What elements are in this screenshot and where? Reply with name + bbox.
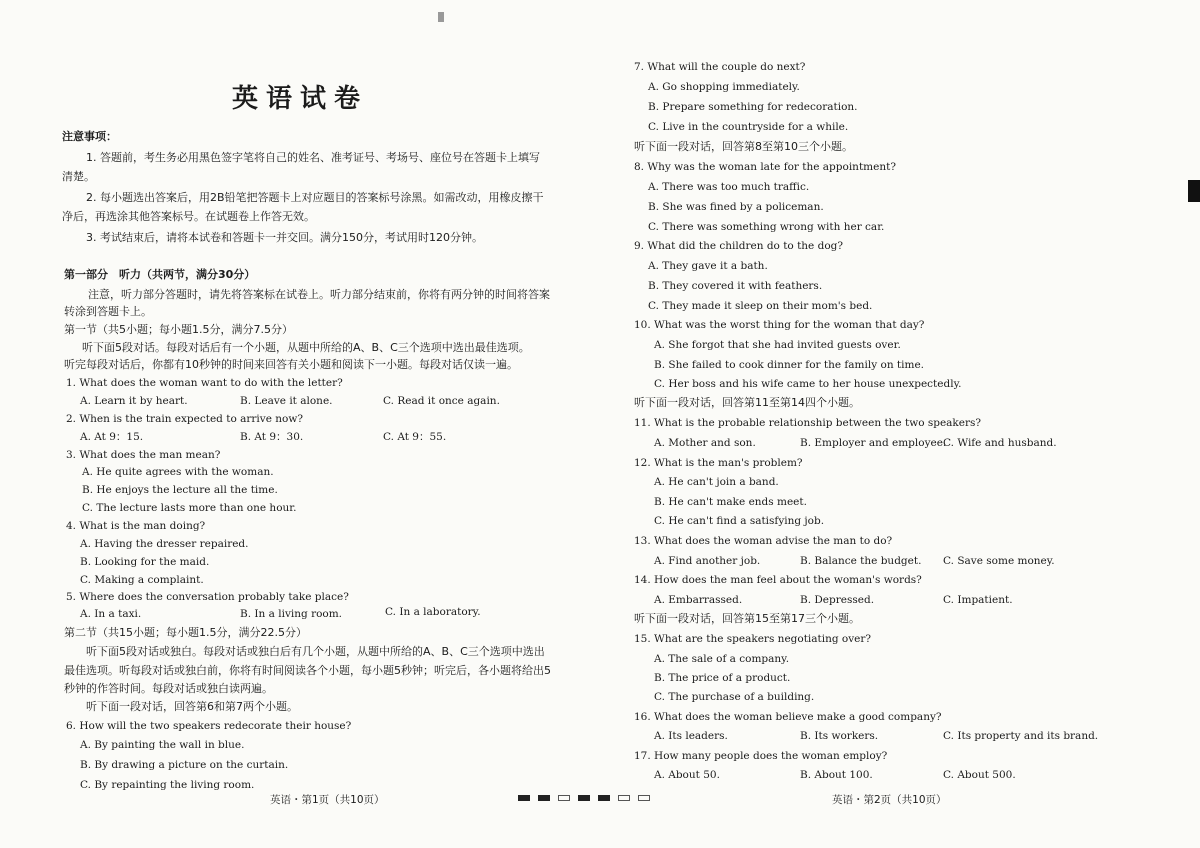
option: B. Its workers. bbox=[800, 730, 879, 742]
dialog-hint: 听下面一段对话，回答第15至第17三个小题。 bbox=[634, 612, 860, 625]
option: C. There was something wrong with her car. bbox=[648, 221, 885, 233]
question: 3. What does the man mean? bbox=[66, 449, 221, 461]
option: A. There was too much traffic. bbox=[648, 181, 810, 193]
option: B. They covered it with feathers. bbox=[648, 280, 823, 292]
option: C. Read it once again. bbox=[383, 395, 500, 407]
part1-intro: 转涂到答题卡上。 bbox=[64, 305, 152, 318]
option: A. Embarrassed. bbox=[654, 594, 743, 606]
option: A. In a taxi. bbox=[80, 608, 142, 620]
question: 14. How does the man feel about the woman's words? bbox=[634, 574, 922, 586]
section2-intro: 听下面5段对话或独白。每段对话或独白后有几个小题，从题中所给的A、B、C三个选项中选出 bbox=[86, 645, 545, 658]
section2-intro: 秒钟的作答时间。每段对话或独白读两遍。 bbox=[64, 682, 273, 695]
option: A. Go shopping immediately. bbox=[648, 81, 800, 93]
marker-filled bbox=[538, 795, 550, 801]
option: A. He can't join a band. bbox=[654, 476, 779, 488]
marker-hollow bbox=[558, 795, 570, 801]
question: 9. What did the children do to the dog? bbox=[634, 240, 844, 252]
option: A. Its leaders. bbox=[654, 730, 728, 742]
section2-heading: 第二节（共15小题；每小题1.5分，满分22.5分） bbox=[64, 626, 307, 639]
question: 6. How will the two speakers redecorate their house? bbox=[66, 720, 352, 732]
question: 12. What is the man's problem? bbox=[634, 457, 803, 469]
option: B. Employer and employee. bbox=[800, 437, 947, 449]
option: C. About 500. bbox=[943, 769, 1016, 781]
option: A. Learn it by heart. bbox=[80, 395, 188, 407]
right-page bbox=[600, 0, 1200, 848]
marker-filled bbox=[578, 795, 590, 801]
dialog-hint: 听下面一段对话，回答第8至第10三个小题。 bbox=[634, 140, 853, 153]
option: B. Looking for the maid. bbox=[80, 556, 210, 568]
option: A. Having the dresser repaired. bbox=[80, 538, 249, 550]
option: C. Wife and husband. bbox=[943, 437, 1057, 449]
option: B. The price of a product. bbox=[654, 672, 791, 684]
question: 2. When is the train expected to arrive now? bbox=[66, 413, 303, 425]
option: A. They gave it a bath. bbox=[648, 260, 768, 272]
question: 1. What does the woman want to do with the letter? bbox=[66, 377, 343, 389]
option: B. In a living room. bbox=[240, 608, 343, 620]
section2-intro: 最佳选项。听每段对话或独白前，你将有时间阅读各个小题，每小题5秒钟；听完后，各小题将给出5 bbox=[64, 664, 551, 677]
option: B. At 9：30. bbox=[240, 431, 304, 443]
notice-line: 净后，再选涂其他答案标号。在试题卷上作答无效。 bbox=[62, 210, 315, 223]
dialog-hint: 听下面一段对话，回答第6和第7两个小题。 bbox=[86, 700, 298, 713]
option: C. He can't find a satisfying job. bbox=[654, 515, 825, 527]
option: A. By painting the wall in blue. bbox=[80, 739, 245, 751]
page-footer: 英语・第1页（共10页） bbox=[270, 794, 385, 806]
question: 16. What does the woman believe make a good company? bbox=[634, 711, 942, 723]
section1-intro: 听下面5段对话。每段对话后有一个小题，从题中所给的A、B、C三个选项中选出最佳选项。 bbox=[82, 341, 530, 354]
option: B. By drawing a picture on the curtain. bbox=[80, 759, 289, 771]
option: A. At 9：15. bbox=[80, 431, 144, 443]
option: A. He quite agrees with the woman. bbox=[82, 466, 274, 478]
option: C. At 9：55. bbox=[383, 431, 447, 443]
option: A. The sale of a company. bbox=[654, 653, 790, 665]
exam-title: 英语试卷 bbox=[231, 84, 368, 114]
option: B. She failed to cook dinner for the family on time. bbox=[654, 359, 925, 371]
option: B. Prepare something for redecoration. bbox=[648, 101, 858, 113]
option: C. The lecture lasts more than one hour. bbox=[82, 502, 297, 514]
option: C. Making a complaint. bbox=[80, 574, 204, 586]
option: C. Her boss and his wife came to her house unexpectedly. bbox=[654, 378, 962, 390]
option: C. In a laboratory. bbox=[385, 606, 481, 618]
option: A. She forgot that she had invited guests over. bbox=[654, 339, 901, 351]
notice-line: 清楚。 bbox=[62, 170, 95, 183]
option: C. Live in the countryside for a while. bbox=[648, 121, 849, 133]
question: 13. What does the woman advise the man to do? bbox=[634, 535, 893, 547]
option: C. By repainting the living room. bbox=[80, 779, 255, 791]
part1-intro: 注意，听力部分答题时，请先将答案标在试卷上。听力部分结束前，你将有两分钟的时间将答案 bbox=[88, 288, 550, 301]
option: A. About 50. bbox=[654, 769, 720, 781]
question: 8. Why was the woman late for the appointment? bbox=[634, 161, 896, 173]
option: B. She was fined by a policeman. bbox=[648, 201, 824, 213]
notice-line: 2. 每小题选出答案后，用2B铅笔把答题卡上对应题目的答案标号涂黑。如需改动，用橡皮擦干 bbox=[86, 191, 544, 204]
section1-intro: 听完每段对话后，你都有10秒钟的时间来回答有关小题和阅读下一小题。每段对话仅读一遍。 bbox=[64, 358, 518, 371]
question: 4. What is the man doing? bbox=[66, 520, 206, 532]
question: 7. What will the couple do next? bbox=[634, 61, 806, 73]
option: A. Mother and son. bbox=[654, 437, 756, 449]
part1-heading: 第一部分 听力（共两节，满分30分） bbox=[64, 268, 256, 281]
notice-line: 3. 考试结束后，请将本试卷和答题卡一并交回。满分150分，考试用时120分钟。 bbox=[86, 231, 483, 244]
question: 17. How many people does the woman employ? bbox=[634, 750, 888, 762]
page-footer: 英语・第2页（共10页） bbox=[832, 794, 947, 806]
option: B. He can't make ends meet. bbox=[654, 496, 807, 508]
option: B. Leave it alone. bbox=[240, 395, 333, 407]
scan-speck bbox=[438, 12, 444, 22]
option: C. The purchase of a building. bbox=[654, 691, 815, 703]
question: 10. What was the worst thing for the woman that day? bbox=[634, 319, 925, 331]
option: C. Its property and its brand. bbox=[943, 730, 1099, 742]
registration-mark bbox=[1188, 180, 1200, 202]
option: B. About 100. bbox=[800, 769, 873, 781]
notice-line: 1. 答题前，考生务必用黑色签字笔将自己的姓名、准考证号、考场号、座位号在答题卡上填写 bbox=[86, 151, 540, 164]
option: A. Find another job. bbox=[654, 555, 761, 567]
dialog-hint: 听下面一段对话，回答第11至第14四个小题。 bbox=[634, 396, 860, 409]
option: C. They made it sleep on their mom's bed. bbox=[648, 300, 873, 312]
option: C. Save some money. bbox=[943, 555, 1055, 567]
option: B. Balance the budget. bbox=[800, 555, 922, 567]
option: B. Depressed. bbox=[800, 594, 875, 606]
option: C. Impatient. bbox=[943, 594, 1013, 606]
marker-filled bbox=[518, 795, 530, 801]
question: 5. Where does the conversation probably take place? bbox=[66, 591, 349, 603]
section1-heading: 第一节（共5小题；每小题1.5分，满分7.5分） bbox=[64, 323, 293, 336]
question: 15. What are the speakers negotiating over? bbox=[634, 633, 872, 645]
option: B. He enjoys the lecture all the time. bbox=[82, 484, 278, 496]
question: 11. What is the probable relationship between the two speakers? bbox=[634, 417, 982, 429]
notice-heading: 注意事项： bbox=[62, 130, 117, 143]
